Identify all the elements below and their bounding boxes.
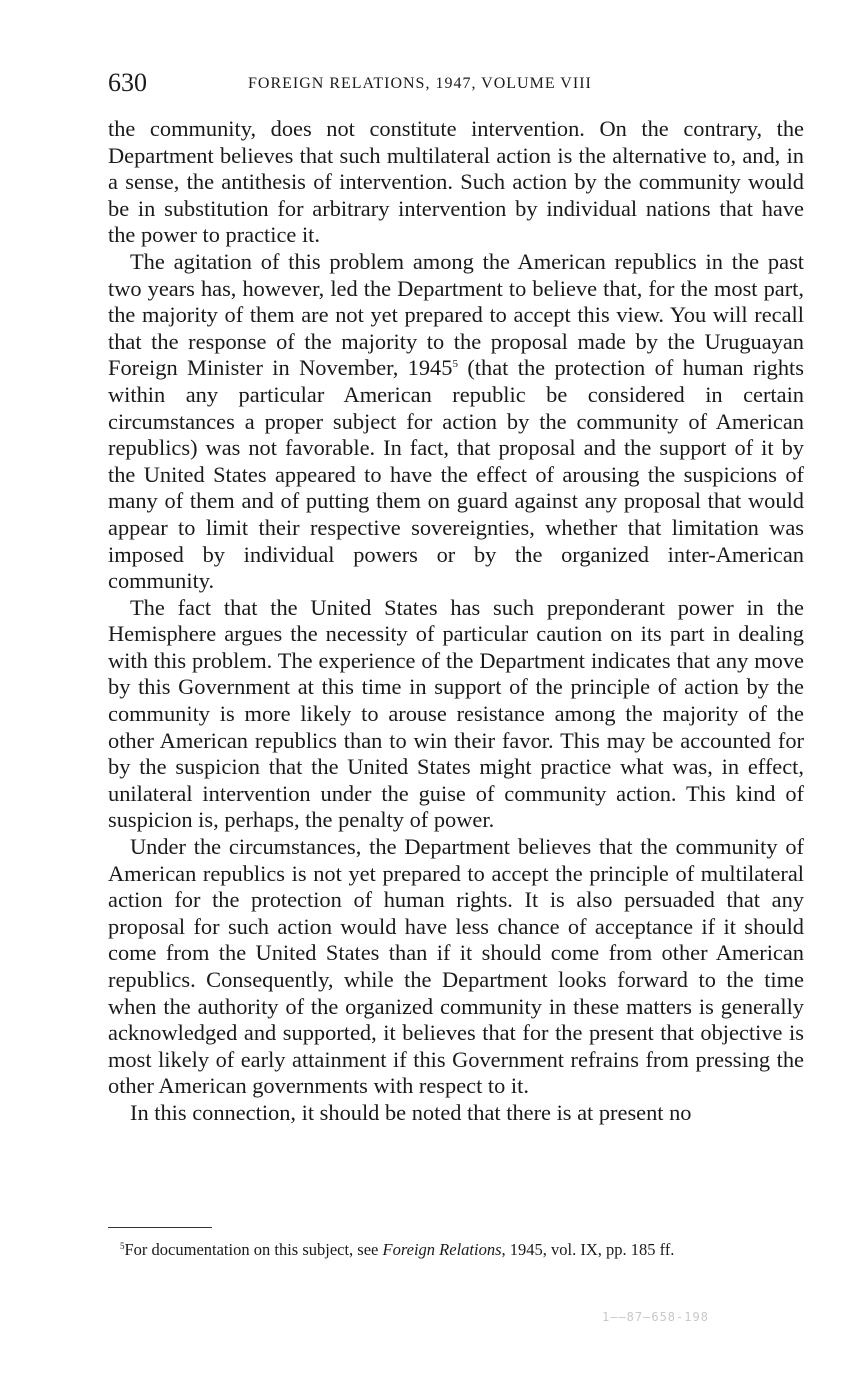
footnote-text-before: For documentation on this subject, see xyxy=(124,1240,383,1259)
footnote-reference[interactable]: 5 xyxy=(452,358,458,371)
paragraph-preponderant-power: The fact that the United States has such preponderant power in the Hemisphere argues the necessity of particular caution on its part in dealing with this problem. The experience of the Department indicates that any move by this Government at this time in support of the principle of action by the community is more likely to arouse resistance among the majority of the other American republics than to win their favor. This may be accounted for by the suspicion that the United States might practice what was, in effect, unilateral intervention under the guise of community action. This kind of suspicion is, perhaps, the penalty of power. xyxy=(108,594,804,833)
page-number: 630 xyxy=(108,68,147,97)
paragraph-agitation-text-before: The agitation of this problem among the American republics in the past two years has, however, led the Department to believe that, for the most part, the majority of them are not yet prepared to accept this view. You will recall that the response of the majority to the proposal made by the Uruguayan Foreign Minister in November, 1945 xyxy=(108,248,804,381)
running-head: FOREIGN RELATIONS, 1947, VOLUME VIII xyxy=(248,75,592,92)
footnote-marker: 5 xyxy=(120,1241,125,1251)
paragraph-continuation: the community, does not constitute intervention. On the contrary, the Department believes that such multilateral action is the alternative to, and, in a sense, the antithesis of intervention. Such action by the community would be in substitution for arbitrary intervention by individual nations that have the power to practice it. xyxy=(108,116,804,248)
footnote xyxy=(108,1240,804,1260)
footnote-italic-title: Foreign Relations xyxy=(382,1240,502,1259)
paragraph-circumstances: Under the circumstances, the Department believes that the community of American republics is not yet prepared to accept the principle of multilateral action for the protection of human rights. It is also persuaded that any proposal for such action would have less chance of acceptance if it should come from the United States than if it should come from other American republics. Consequently, while the Department looks forward to the time when the authority of the organized community in these matters is generally acknowledged and supported, it believes that for the present that objective is most likely of early attainment if this Government refrains from pressing the other American governments with respect to it. xyxy=(108,834,804,1099)
paragraph-agitation xyxy=(108,249,804,595)
paragraph-connection: In this connection, it should be noted that there is at present no xyxy=(130,1099,692,1125)
print-stamp: 1——87—658-198 xyxy=(602,1310,709,1324)
paragraph-agitation-text-after: (that the protection of human rights within any particular American republic be considered in certain circumstances a proper subject for action by the community of American republics) was not favorable. In fact, that proposal and the support of it by the United States appeared to have the effect of arousing the suspicions of many of them and of putting them on guard against any proposal that would appear to limit their respective sovereignties, whether that limitation was imposed by individual powers or by the organized inter-American community. xyxy=(108,355,804,594)
footnote-rule xyxy=(108,1227,212,1228)
page-header xyxy=(108,68,804,102)
body-text xyxy=(108,116,804,1127)
footnote-text-after: , 1945, vol. IX, pp. 185 ff. xyxy=(501,1240,675,1259)
